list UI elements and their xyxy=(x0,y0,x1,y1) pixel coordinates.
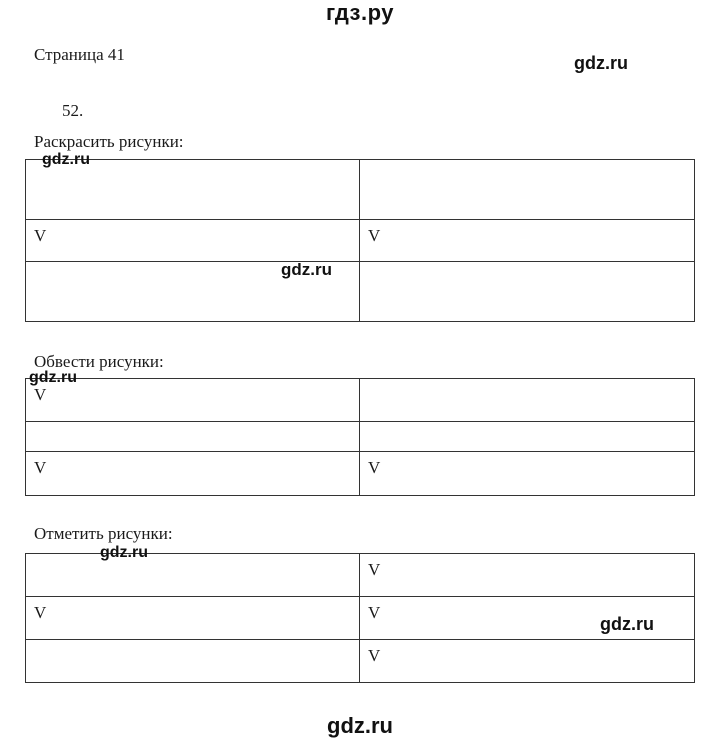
section-heading-mark: Отметить рисунки: xyxy=(34,524,173,543)
table-row xyxy=(26,422,695,452)
table-cell xyxy=(360,554,695,597)
watermark: gdz.ru xyxy=(281,260,332,279)
table-cell xyxy=(360,422,695,452)
table-row xyxy=(26,160,695,220)
answer-table-color xyxy=(25,159,695,322)
table-cell xyxy=(360,220,695,262)
table-row xyxy=(26,640,695,683)
check-mark: V xyxy=(368,646,381,665)
table-cell xyxy=(360,452,695,496)
check-mark: V xyxy=(34,226,47,245)
task-number: 52. xyxy=(62,101,84,120)
table-cell xyxy=(360,160,695,220)
watermark: gdz.ru xyxy=(600,614,654,634)
check-mark: V xyxy=(368,560,381,579)
table-cell xyxy=(26,452,360,496)
watermark: gdz.ru xyxy=(574,53,628,73)
table-row xyxy=(26,220,695,262)
site-watermark-top: гдз.ру xyxy=(326,0,394,25)
answer-table-outline xyxy=(25,378,695,496)
check-mark: V xyxy=(368,603,381,622)
table-row xyxy=(26,379,695,422)
section-heading-outline: Обвести рисунки: xyxy=(34,352,164,371)
site-watermark-bottom: gdz.ru xyxy=(327,713,393,738)
table-cell xyxy=(26,554,360,597)
page-label: Страница 41 xyxy=(34,45,125,64)
answer-table-mark xyxy=(25,553,695,683)
check-mark: V xyxy=(34,603,47,622)
table-row xyxy=(26,452,695,496)
section-heading-color: Раскрасить рисунки: xyxy=(34,132,184,151)
check-mark: V xyxy=(368,458,381,477)
table-cell xyxy=(26,422,360,452)
table-cell xyxy=(26,160,360,220)
check-mark: V xyxy=(34,385,47,404)
watermark: gdz.ru xyxy=(29,369,77,386)
watermark: gdz.ru xyxy=(42,151,90,168)
table-row xyxy=(26,262,695,322)
watermark: gdz.ru xyxy=(100,544,148,561)
table-cell xyxy=(26,220,360,262)
table-cell xyxy=(26,640,360,683)
check-mark: V xyxy=(368,226,381,245)
table-cell xyxy=(360,640,695,683)
table-cell xyxy=(360,262,695,322)
table-cell xyxy=(360,379,695,422)
table-row xyxy=(26,597,695,640)
table-cell xyxy=(26,597,360,640)
check-mark: V xyxy=(34,458,47,477)
